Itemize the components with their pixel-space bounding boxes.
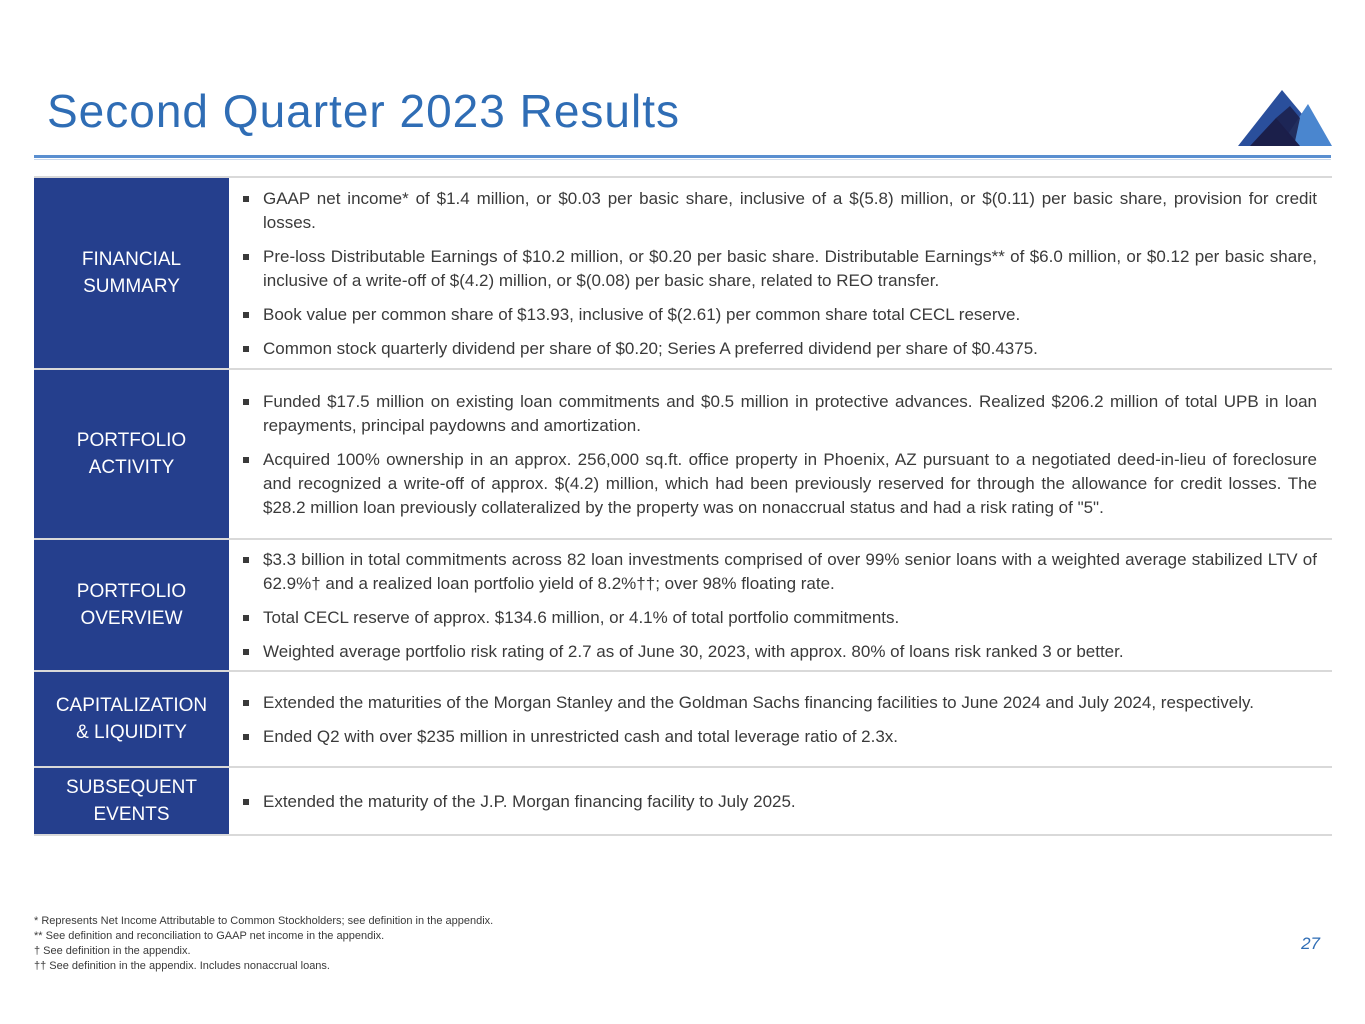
bullet-item: Pre-loss Distributable Earnings of $10.2 million, or $0.20 per basic share. Distributable Earnings** of $6.0 million, or $0.12 per basic share, inclusive of a write-off of $(4.2) million, or $(0.08) per basic share, related to REO transfer. bbox=[241, 245, 1317, 293]
bullet-item: Book value per common share of $13.93, inclusive of $(2.61) per common share total CECL reserve. bbox=[241, 303, 1317, 327]
section-label: PORTFOLIO ACTIVITY bbox=[34, 370, 229, 538]
mountain-logo-icon bbox=[1236, 88, 1332, 148]
bullet-item: Ended Q2 with over $235 million in unrestricted cash and total leverage ratio of 2.3x. bbox=[241, 725, 1317, 749]
section-label: PORTFOLIO OVERVIEW bbox=[34, 540, 229, 670]
section-portfolio-activity bbox=[34, 370, 1332, 540]
section-subsequent-events bbox=[34, 768, 1332, 836]
section-label: SUBSEQUENT EVENTS bbox=[34, 768, 229, 834]
bullet-item: Common stock quarterly dividend per share of $0.20; Series A preferred dividend per share of $0.4375. bbox=[241, 337, 1317, 361]
title-divider-thin bbox=[34, 159, 1331, 160]
section-financial-summary bbox=[34, 178, 1332, 370]
bullet-item: Extended the maturity of the J.P. Morgan financing facility to July 2025. bbox=[241, 790, 1317, 814]
bullet-item: Funded $17.5 million on existing loan commitments and $0.5 million in protective advances. Realized $206.2 million of total UPB in loan repayments, principal paydowns and amortization. bbox=[241, 390, 1317, 438]
footnotes bbox=[34, 914, 493, 974]
bullet-item: Weighted average portfolio risk rating of 2.7 as of June 30, 2023, with approx. 80% of loans risk ranked 3 or better. bbox=[241, 640, 1317, 664]
section-content bbox=[229, 178, 1332, 368]
bullet-list bbox=[241, 388, 1317, 522]
footnote: * Represents Net Income Attributable to Common Stockholders; see definition in the appendix. bbox=[34, 915, 494, 927]
bullet-list bbox=[241, 546, 1317, 666]
bullet-list bbox=[241, 689, 1317, 751]
results-table bbox=[34, 176, 1332, 836]
section-portfolio-overview bbox=[34, 540, 1332, 672]
bullet-item: GAAP net income* of $1.4 million, or $0.03 per basic share, inclusive of a $(5.8) million, or $(0.11) per basic share, provision for credit losses. bbox=[241, 187, 1317, 235]
footnote: † See definition in the appendix. bbox=[34, 945, 191, 957]
bullet-list bbox=[241, 185, 1317, 363]
section-content bbox=[229, 540, 1332, 670]
footnote: ** See definition and reconciliation to GAAP net income in the appendix. bbox=[34, 930, 385, 942]
section-content bbox=[229, 768, 1332, 834]
footnote: †† See definition in the appendix. Includes nonaccrual loans. bbox=[34, 960, 330, 972]
bullet-item: Extended the maturities of the Morgan Stanley and the Goldman Sachs financing facilities to June 2024 and July 2024, respectively. bbox=[241, 691, 1317, 715]
bullet-item: Total CECL reserve of approx. $134.6 million, or 4.1% of total portfolio commitments. bbox=[241, 606, 1317, 630]
section-label: CAPITALIZATION & LIQUIDITY bbox=[34, 672, 229, 766]
section-content bbox=[229, 370, 1332, 538]
section-content bbox=[229, 672, 1332, 766]
page-number: 27 bbox=[1301, 934, 1320, 953]
section-capitalization-liquidity bbox=[34, 672, 1332, 768]
bullet-list bbox=[241, 788, 1317, 816]
bullet-item: $3.3 billion in total commitments across 82 loan investments comprised of over 99% senior loans with a weighted average stabilized LTV of 62.9%† and a realized loan portfolio yield of 8.2%††; over 98% floating rate. bbox=[241, 548, 1317, 596]
page-title: Second Quarter 2023 Results bbox=[47, 85, 681, 137]
title-divider bbox=[34, 155, 1331, 158]
bullet-item: Acquired 100% ownership in an approx. 256,000 sq.ft. office property in Phoenix, AZ pursuant to a negotiated deed-in-lieu of foreclosure and recognized a write-off of approx. $(4.2) million, which had been previously reserved for through the allowance for credit losses. The $28.2 million loan previously collateralized by the property was on nonaccrual status and had a risk rating of "5". bbox=[241, 448, 1317, 520]
section-label: FINANCIAL SUMMARY bbox=[34, 178, 229, 368]
